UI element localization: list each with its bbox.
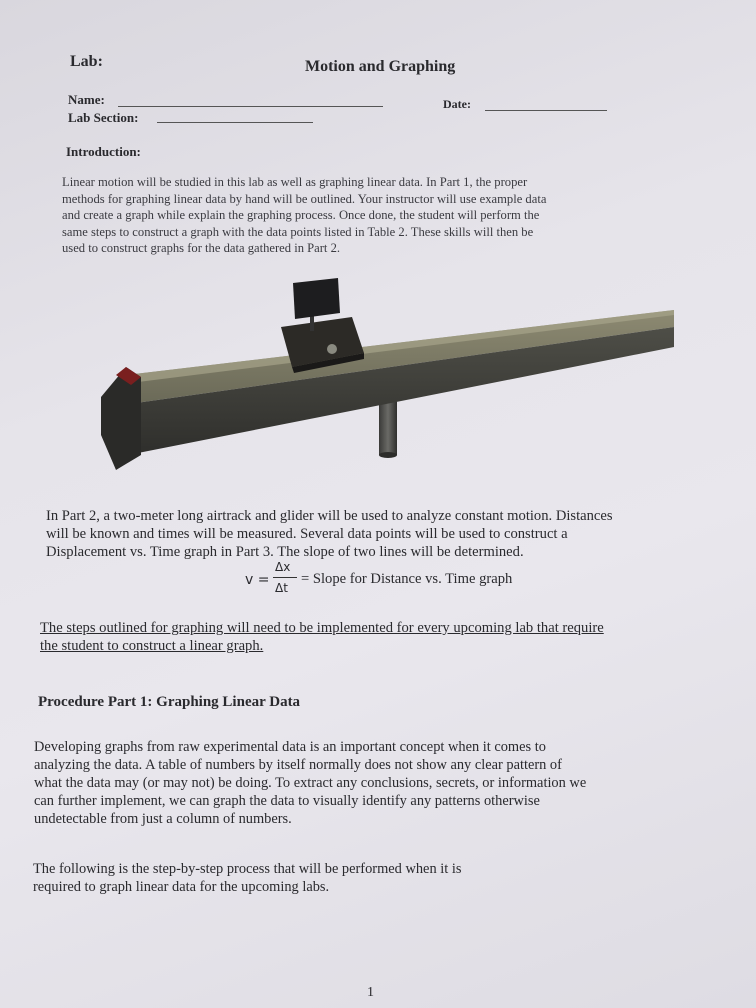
- date-label: Date:: [443, 97, 471, 111]
- intro-line: and create a graph while explain the graphing process. Once done, the student will perform the: [62, 208, 540, 222]
- airtrack-glider-illustration: [96, 275, 676, 475]
- intro-line: methods for graphing linear data by hand will be outlined. Your instructor will use example data: [62, 191, 547, 206]
- procedure-line: analyzing the data. A table of numbers by itself normally does not show any clear pattern of: [34, 757, 562, 773]
- intro-line: Linear motion will be studied in this lab as well as graphing linear data. In Part 1, the proper: [62, 175, 528, 189]
- name-label: Name:: [68, 92, 105, 107]
- page-title: Motion and Graphing: [305, 58, 456, 75]
- introduction-paragraph: [62, 174, 692, 257]
- intro-line: same steps to construct a graph with the data points listed in Table 2. These skills will then be: [62, 224, 534, 239]
- name-blank-line: [118, 106, 383, 107]
- page-number: 1: [367, 985, 374, 1000]
- procedure-line: The following is the step-by-step process that will be performed when it is: [33, 861, 462, 877]
- procedure-paragraph-2: [33, 860, 723, 896]
- procedure-heading: Procedure Part 1: Graphing Linear Data: [38, 694, 301, 710]
- graphing-note: [40, 619, 720, 655]
- part2-paragraph: [46, 507, 706, 561]
- lab-section-label: Lab Section:: [68, 110, 139, 125]
- fraction-bar: [273, 577, 297, 578]
- introduction-heading: Introduction:: [66, 144, 141, 159]
- procedure-line: undetectable from just a column of numbers.: [34, 811, 292, 827]
- equation-numerator: Δx: [275, 560, 291, 574]
- equation-denominator: Δt: [275, 581, 288, 595]
- procedure-line: what the data may (or may not) be doing. To extract any conclusions, secrets, or information we: [34, 775, 587, 791]
- part2-line: In Part 2, a two-meter long airtrack and glider will be used to analyze constant motion. Distances: [46, 508, 613, 524]
- intro-line: used to construct graphs for the data gathered in Part 2.: [62, 241, 341, 255]
- part2-line: will be known and times will be measured. Several data points will be used to construct a: [46, 526, 568, 542]
- equation-rhs: = Slope for Distance vs. Time graph: [301, 571, 513, 587]
- date-blank-line: [485, 110, 607, 111]
- velocity-equation: [245, 560, 565, 600]
- note-line: The steps outlined for graphing will need to be implemented for every upcoming lab that require: [40, 620, 604, 636]
- procedure-line: can further implement, we can graph the data to visually identify any patterns otherwise: [34, 793, 540, 809]
- lab-label: Lab:: [70, 53, 103, 70]
- equation-lhs: v =: [245, 572, 270, 588]
- lab-section-blank-line: [157, 122, 313, 123]
- note-line: the student to construct a linear graph.: [40, 638, 264, 654]
- part2-line: Displacement vs. Time graph in Part 3. The slope of two lines will be determined.: [46, 544, 524, 560]
- procedure-line: Developing graphs from raw experimental data is an important concept when it comes to: [34, 739, 546, 755]
- procedure-line: required to graph linear data for the upcoming labs.: [33, 879, 330, 895]
- procedure-paragraph-1: [34, 738, 724, 828]
